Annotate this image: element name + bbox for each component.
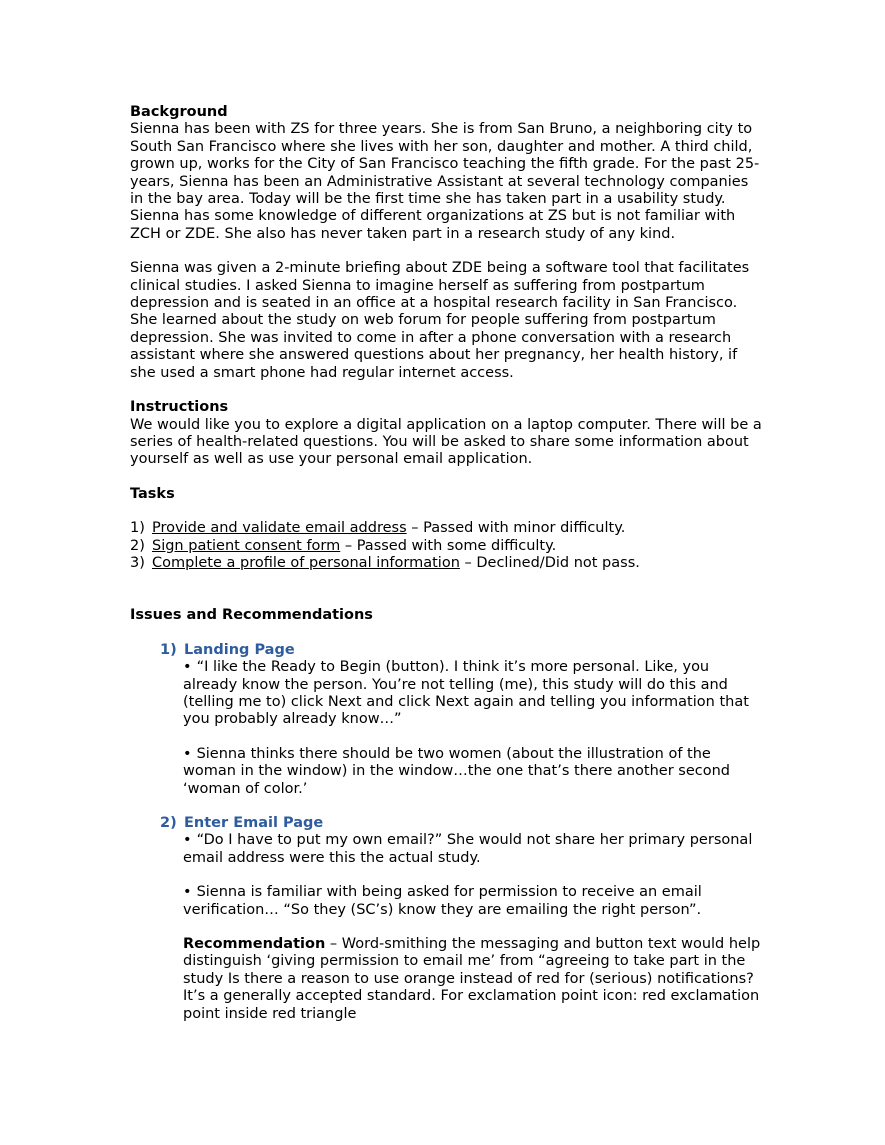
task-number: 3) (130, 554, 145, 571)
bullet-icon: • (183, 745, 192, 762)
recommendation-label: Recommendation (183, 936, 326, 953)
bullet-icon: • (183, 659, 192, 676)
task-item (130, 520, 762, 537)
issue-section-enter-email-page (160, 815, 762, 1023)
background-paragraph-2: Sienna was given a 2-minute briefing about ZDE being a software tool that facilitates clinical studies. I asked Sienna to imagine herself as suffering from postpartum depression and is seated in an office at a hospital research facility in San Francisco. She learned about the study on web forum for people suffering from postpartum depression. She was invited to come in after a phone conversation with a research assistant where she answered questions about her pregnancy, her health history, if she used a smart phone had regular internet access. (130, 260, 750, 381)
issue-section-number: 2) (160, 815, 177, 831)
task-link[interactable]: Complete a profile of personal information (152, 554, 460, 571)
task-result: – Passed with some difficulty. (340, 537, 557, 554)
task-item (130, 538, 762, 555)
task-result: – Declined/Did not pass. (459, 554, 640, 571)
bullet-text: “I like the Ready to Begin (button). I think it’s more personal. Like, you already know the person. You’re not telling (me), this study will do this and (telling me to) click Next and click Next again and telling you information that you probably already know…” (183, 659, 749, 728)
issue-section-title-row (160, 815, 762, 832)
recommendation-text: – Word-smithing the messaging and button text would help distinguish ‘giving permission to email me’ from “agreeing to take part in the study Is there a reason to use orange instead of red for (serious) notifications? It’s a generally accepted standard. For exclamation point icon: red exclamation point inside red triangle (183, 936, 761, 1022)
bullet-item (183, 832, 762, 867)
task-link[interactable]: Provide and validate email address (152, 520, 407, 537)
bullet-text: Sienna thinks there should be two women (about the illustration of the woman in the window) in the window…the one that’s there another second ‘woman of color.’ (183, 745, 731, 797)
instructions-body: We would like you to explore a digital application on a laptop computer. There will be a series of health-related questions. You will be asked to share some information about yourself as well as use your personal email application. (130, 416, 762, 468)
task-number: 1) (130, 520, 145, 537)
background-paragraph-1: Sienna has been with ZS for three years. She is from San Bruno, a neighboring city to South San Francisco where she lives with her son, daughter and mother. A third child, grown up, works for the City of San Francisco teaching the fifth grade. For the past 25-years, Sienna has been an Administrative Assistant at several technology companies in the bay area. Today will be the first time she has taken part in a usability study. Sienna has some knowledge of different organizations at ZS but is not familiar with ZCH or ZDE. She also has never taken part in a research study of any kind. (130, 121, 760, 242)
issues-heading: Issues and Recommendations (130, 607, 373, 624)
bullet-text: “Do I have to put my own email?” She would not share her primary personal email address were this the actual study. (183, 832, 753, 866)
bullet-item (183, 659, 762, 729)
tasks-heading: Tasks (130, 485, 175, 502)
task-number: 2) (130, 537, 145, 554)
task-list (130, 520, 762, 572)
background-heading: Background (130, 104, 228, 120)
bullet-item (183, 746, 762, 798)
issue-section-title: Landing Page (184, 641, 295, 658)
task-link[interactable]: Sign patient consent form (152, 537, 341, 554)
issue-section-landing-page (160, 642, 762, 798)
document-content (130, 104, 762, 1023)
issue-section-title-row (160, 642, 762, 659)
bullet-icon: • (183, 884, 192, 901)
bullet-icon: • (183, 832, 192, 849)
bullet-item (183, 884, 762, 919)
task-item (130, 555, 762, 572)
issue-section-title: Enter Email Page (184, 815, 324, 831)
issue-section-number: 1) (160, 641, 177, 658)
recommendation-paragraph (183, 936, 762, 1023)
bullet-text: Sienna is familiar with being asked for permission to receive an email verification… “So they (SC’s) know they are emailing the right person”. (183, 884, 702, 918)
instructions-heading: Instructions (130, 399, 229, 416)
task-result: – Passed with minor difficulty. (406, 520, 626, 537)
